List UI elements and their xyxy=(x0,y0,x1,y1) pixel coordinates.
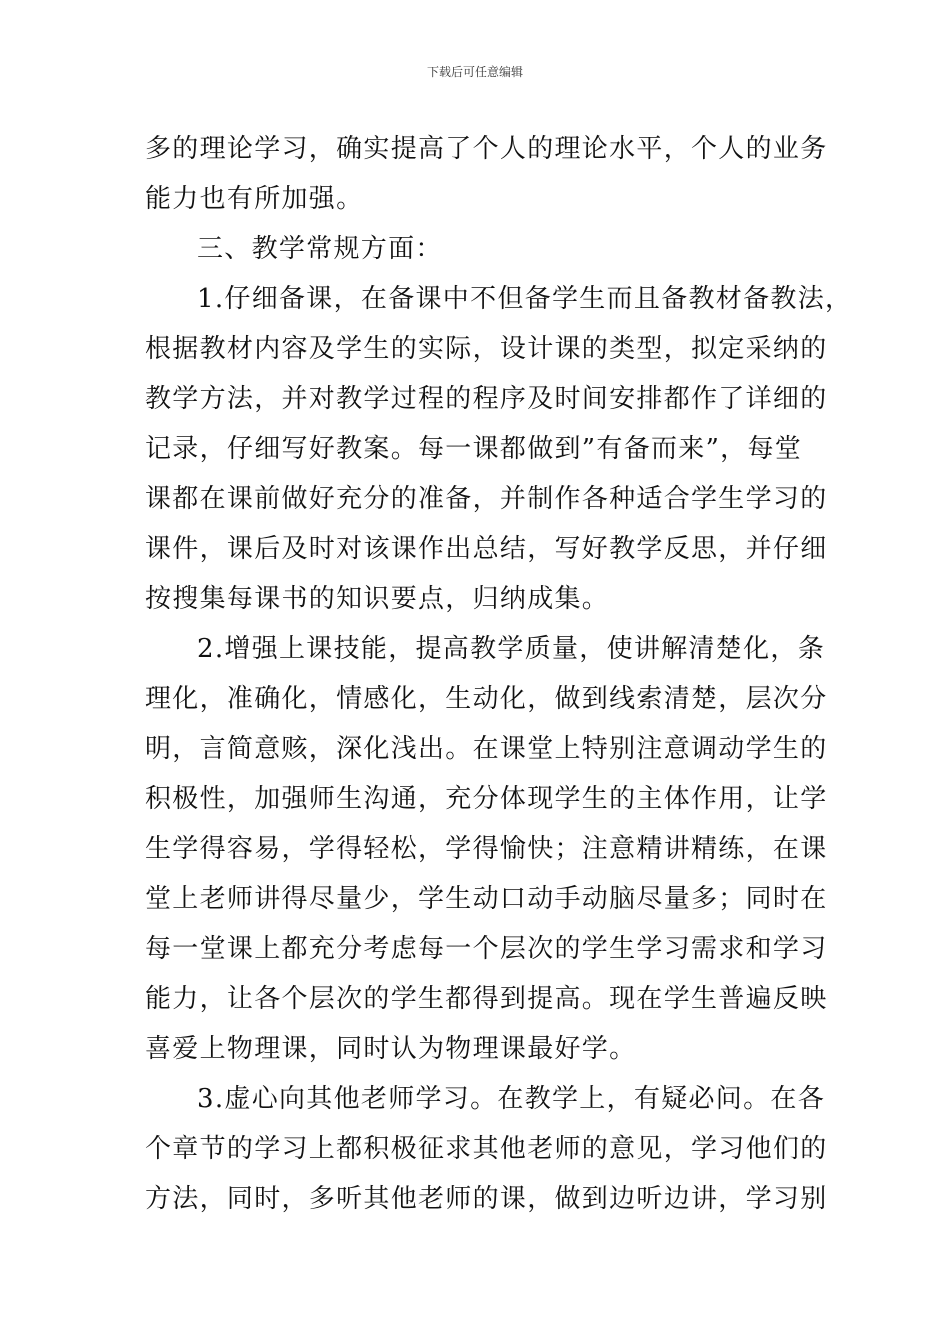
text-line: 能力也有所加强。 xyxy=(145,184,364,214)
text-line: 2.增强上课技能，提高教学质量，使讲解清楚化，条 xyxy=(197,634,826,664)
text-line: 1.仔细备课，在备课中不但备学生而且备教材备教法， xyxy=(197,284,853,314)
text-line: 多的理论学习，确实提高了个人的理论水平，个人的业务 xyxy=(145,134,828,164)
text-line: 明，言简意赅，深化浅出。在课堂上特别注意调动学生的 xyxy=(145,734,828,764)
text-line: 方法，同时，多听其他老师的课，做到边听边讲，学习别 xyxy=(145,1184,828,1214)
text-line: 堂上老师讲得尽量少，学生动口动手动脑尽量多；同时在 xyxy=(145,884,828,914)
text-line: 记录，仔细写好教案。每一课都做到”有备而来”，每堂 xyxy=(145,434,803,464)
page-header: 下载后可任意编辑 xyxy=(426,65,523,79)
text-line: 教学方法，并对教学过程的程序及时间安排都作了详细的 xyxy=(145,384,828,414)
text-line: 3.虚心向其他老师学习。在教学上，有疑必问。在各 xyxy=(197,1084,826,1114)
text-line: 生学得容易，学得轻松，学得愉快；注意精讲精练，在课 xyxy=(145,834,828,864)
text-line: 理化，准确化，情感化，生动化，做到线索清楚，层次分 xyxy=(145,684,828,714)
text-line: 积极性，加强师生沟通，充分体现学生的主体作用，让学 xyxy=(145,784,828,814)
document-body xyxy=(145,124,853,1224)
text-line: 课件，课后及时对该课作出总结，写好教学反思，并仔细 xyxy=(145,534,828,564)
text-line: 喜爱上物理课，同时认为物理课最好学。 xyxy=(145,1034,637,1064)
text-line: 按搜集每课书的知识要点，归纳成集。 xyxy=(145,584,610,614)
text-line: 课都在课前做好充分的准备，并制作各种适合学生学习的 xyxy=(145,484,828,514)
text-line: 根据教材内容及学生的实际，设计课的类型，拟定采纳的 xyxy=(145,334,828,364)
text-line: 能力，让各个层次的学生都得到提高。现在学生普遍反映 xyxy=(145,984,828,1014)
text-line: 每一堂课上都充分考虑每一个层次的学生学习需求和学习 xyxy=(145,934,828,964)
text-line: 个章节的学习上都积极征求其他老师的意见，学习他们的 xyxy=(145,1134,828,1164)
section-heading: 三、教学常规方面： xyxy=(197,234,443,264)
